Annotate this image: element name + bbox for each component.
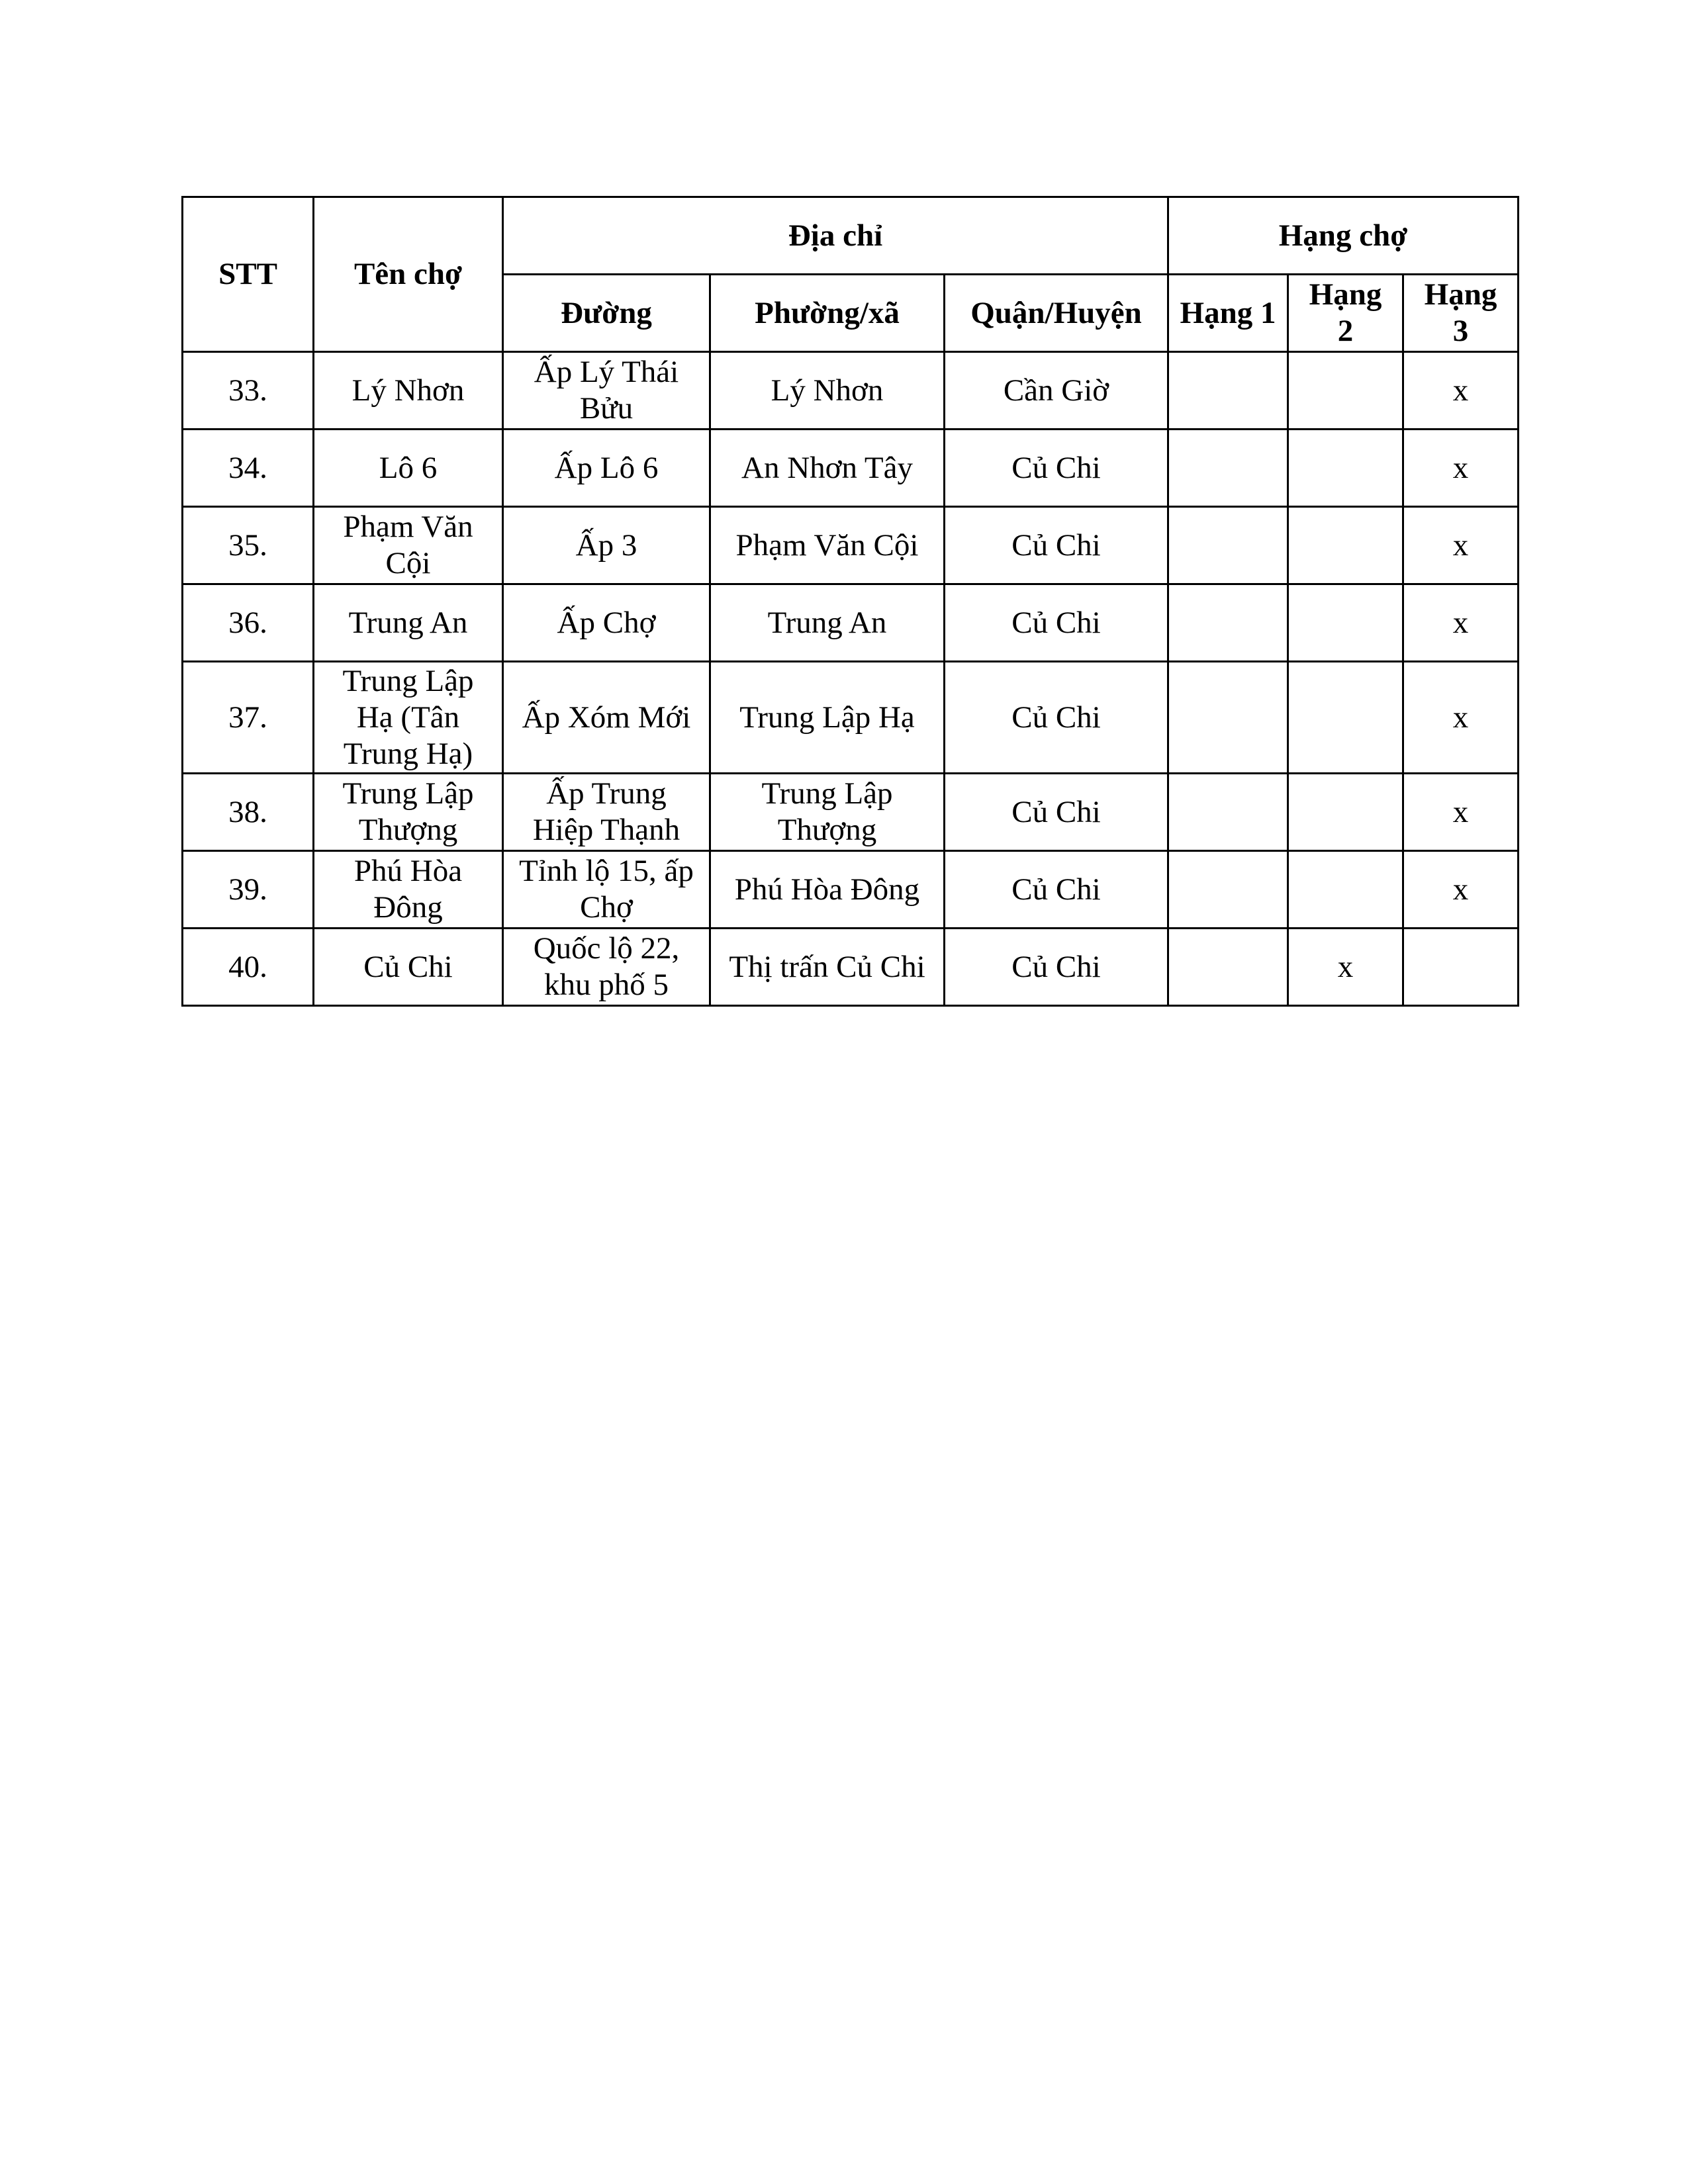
cell-quan-huyen: Củ Chi [945, 507, 1168, 584]
cell-hang-3 [1403, 929, 1519, 1006]
cell-phuong-xa: An Nhơn Tây [710, 430, 945, 507]
cell-ten-cho: Củ Chi [314, 929, 503, 1006]
cell-phuong-xa: Trung An [710, 584, 945, 662]
cell-quan-huyen: Củ Chi [945, 430, 1168, 507]
header-duong: Đường [503, 275, 710, 352]
cell-hang-3: x [1403, 352, 1519, 430]
table-row [183, 507, 1519, 584]
cell-hang-3: x [1403, 851, 1519, 929]
cell-quan-huyen: Củ Chi [945, 929, 1168, 1006]
table-row [183, 584, 1519, 662]
cell-hang-1 [1168, 662, 1288, 774]
cell-hang-2 [1288, 507, 1403, 584]
cell-hang-1 [1168, 584, 1288, 662]
cell-quan-huyen: Cần Giờ [945, 352, 1168, 430]
table-row [183, 662, 1519, 774]
cell-duong: Ấp Xóm Mới [503, 662, 710, 774]
cell-stt: 35. [183, 507, 314, 584]
cell-stt: 33. [183, 352, 314, 430]
cell-ten-cho: Lý Nhơn [314, 352, 503, 430]
table-row [183, 774, 1519, 851]
cell-ten-cho: Phạm Văn Cội [314, 507, 503, 584]
table-row [183, 352, 1519, 430]
cell-phuong-xa: Thị trấn Củ Chi [710, 929, 945, 1006]
cell-duong: Ấp Lý Thái Bửu [503, 352, 710, 430]
cell-hang-3: x [1403, 584, 1519, 662]
header-dia-chi: Địa chỉ [503, 197, 1168, 275]
cell-hang-2 [1288, 430, 1403, 507]
cell-duong: Ấp Lô 6 [503, 430, 710, 507]
cell-ten-cho: Trung Lập Hạ (Tân Trung Hạ) [314, 662, 503, 774]
cell-ten-cho: Phú Hòa Đông [314, 851, 503, 929]
cell-ten-cho: Lô 6 [314, 430, 503, 507]
cell-stt: 40. [183, 929, 314, 1006]
cell-hang-3: x [1403, 430, 1519, 507]
cell-quan-huyen: Củ Chi [945, 774, 1168, 851]
cell-quan-huyen: Củ Chi [945, 662, 1168, 774]
table-row [183, 929, 1519, 1006]
cell-phuong-xa: Lý Nhơn [710, 352, 945, 430]
cell-hang-2 [1288, 774, 1403, 851]
header-hang-cho: Hạng chợ [1168, 197, 1519, 275]
cell-hang-2 [1288, 851, 1403, 929]
header-hang-3: Hạng 3 [1403, 275, 1519, 352]
cell-hang-1 [1168, 430, 1288, 507]
market-table [181, 196, 1519, 1007]
cell-hang-2 [1288, 352, 1403, 430]
cell-hang-2 [1288, 662, 1403, 774]
table-row [183, 430, 1519, 507]
cell-duong: Ấp 3 [503, 507, 710, 584]
cell-stt: 39. [183, 851, 314, 929]
cell-duong: Ấp Trung Hiệp Thạnh [503, 774, 710, 851]
header-quan-huyen: Quận/Huyện [945, 275, 1168, 352]
cell-phuong-xa: Trung Lập Hạ [710, 662, 945, 774]
cell-hang-1 [1168, 929, 1288, 1006]
cell-hang-2: x [1288, 929, 1403, 1006]
cell-hang-1 [1168, 851, 1288, 929]
table-row [183, 851, 1519, 929]
header-ten-cho: Tên chợ [314, 197, 503, 352]
cell-hang-1 [1168, 352, 1288, 430]
cell-phuong-xa: Phú Hòa Đông [710, 851, 945, 929]
header-stt: STT [183, 197, 314, 352]
header-row-top [183, 197, 1519, 275]
cell-hang-3: x [1403, 774, 1519, 851]
cell-duong: Tỉnh lộ 15, ấp Chợ [503, 851, 710, 929]
cell-quan-huyen: Củ Chi [945, 584, 1168, 662]
header-phuong-xa: Phường/xã [710, 275, 945, 352]
cell-stt: 34. [183, 430, 314, 507]
cell-stt: 36. [183, 584, 314, 662]
cell-ten-cho: Trung An [314, 584, 503, 662]
cell-stt: 37. [183, 662, 314, 774]
cell-hang-3: x [1403, 507, 1519, 584]
cell-hang-1 [1168, 507, 1288, 584]
cell-phuong-xa: Phạm Văn Cội [710, 507, 945, 584]
cell-hang-1 [1168, 774, 1288, 851]
cell-hang-3: x [1403, 662, 1519, 774]
header-hang-1: Hạng 1 [1168, 275, 1288, 352]
cell-duong: Quốc lộ 22, khu phố 5 [503, 929, 710, 1006]
cell-stt: 38. [183, 774, 314, 851]
cell-duong: Ấp Chợ [503, 584, 710, 662]
cell-quan-huyen: Củ Chi [945, 851, 1168, 929]
cell-ten-cho: Trung Lập Thượng [314, 774, 503, 851]
header-hang-2: Hạng 2 [1288, 275, 1403, 352]
cell-phuong-xa: Trung Lập Thượng [710, 774, 945, 851]
cell-hang-2 [1288, 584, 1403, 662]
